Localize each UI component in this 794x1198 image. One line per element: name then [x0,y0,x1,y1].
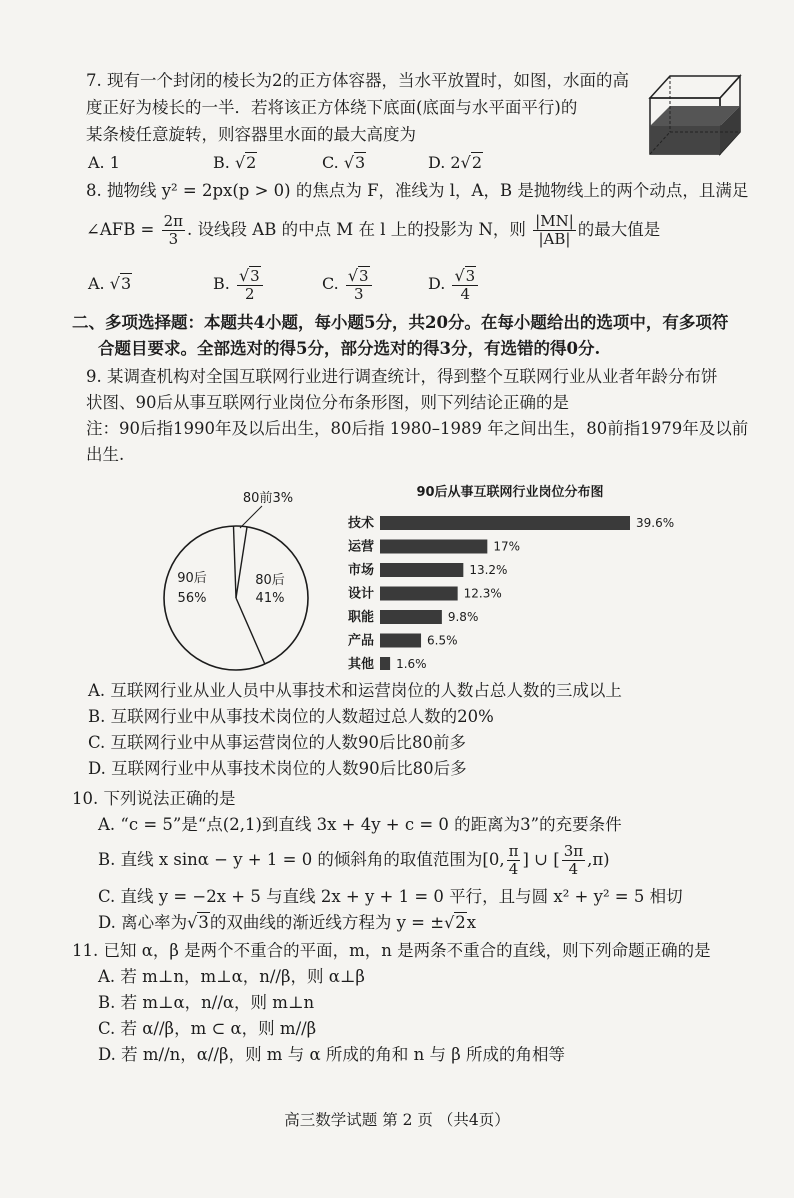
q11-option-d: D. 若 m//n，α//β，则 m 与 α 所成的角和 n 与 β 所成的角相等 [98,1045,565,1064]
q11-option-b: B. 若 m⊥α，n//α，则 m⊥n [98,993,315,1012]
q9-option-a: A. 互联网行业从业人员中从事技术和运营岗位的人数占总人数的三成以上 [88,681,622,700]
q9-option-c: C. 互联网行业中从事运营岗位的人数90后比80前多 [88,733,467,752]
bar-category-label: 设计 [347,586,374,602]
q7-line1: 7. 现有一个封闭的棱长为2的正方体容器，当水平放置时，如图，水面的高 [86,71,629,90]
bar-category-label: 其他 [347,657,374,670]
bar-chart-title: 90后从事互联网行业岗位分布图 [416,485,604,500]
sqrt-symbol: √3 [187,913,209,932]
q11-option-c: C. 若 α//β，m ⊂ α，则 m//β [98,1019,317,1038]
pie-value-80s: 41% [255,591,285,606]
sqrt-symbol: √3 [343,153,366,172]
pie-slice-boundary-80后 [236,527,247,598]
bar-value-label: 39.6% [636,516,675,530]
q7-option-b: B. √2 [213,153,257,172]
q7-option-a: A. 1 [88,153,120,172]
bar-其他 [380,657,390,670]
q11-line1: 11. 已知 α，β 是两个不重合的平面，m，n 是两条不重合的直线，则下列命题正确的是 [72,941,711,960]
q9-option-b: B. 互联网行业中从事技术岗位的人数超过总人数的20% [88,707,494,726]
q10-option-b: B. 直线 x sinα − y + 1 = 0 的倾斜角的取值范围为[0, $\frac{\pi}{4}$ ] ∪ [ $\frac{3\pi}{4}$ ,π) [98,842,610,878]
bar-value-label: 13.2% [469,563,508,577]
bar-category-label: 产品 [347,633,374,649]
q8-line1: 8. 抛物线 y² = 2px(p > 0) 的焦点为 F，准线为 l，A，B 是抛物线上的两个动点，且满足 [86,181,749,200]
bar-产品 [380,634,421,648]
q10-option-c: C. 直线 y = −2x + 5 与直线 2x + y + 1 = 0 平行，且与圆 x² + y² = 5 相切 [98,887,683,906]
q7-option-d: D. 2√2 [428,153,482,172]
bar-category-label: 运营 [347,539,374,555]
job-distribution-bar-chart [330,476,710,670]
q9-line3: 注：90后指1990年及以后出生，80后指 1980–1989 年之间出生，80前指1979年及以前 [86,419,749,438]
section2-header-line2: 合题目要求。全部选对的得5分，部分选对的得3分，有选错的得0分. [98,339,601,358]
q9-line1: 9. 某调查机构对全国互联网行业进行调查统计，得到整个互联网行业从业者年龄分布饼 [86,367,718,386]
q7-line3: 某条棱任意旋转，则容器里水面的最大高度为 [86,125,416,144]
q8-line2: ∠AFB = $\frac{2\pi}{3}$ . 设线段 AB 的中点 M 在 l 上的投影为 N，则 $\frac{|MN|}{|AB|}$ 的最大值是 [86,212,661,248]
pie-callout-line [240,506,262,528]
q9-option-d: D. 互联网行业中从事技术岗位的人数90后比80后多 [88,759,467,778]
bar-category-label: 市场 [347,563,374,578]
q8-option-d: D. $\frac{√3}{4}$ [428,262,480,306]
q10-option-a: A. “c = 5”是“点(2,1)到直线 3x + 4y + c = 0 的距离为3”的充要条件 [98,815,622,834]
sqrt-symbol: √2 [234,153,257,172]
q10-line1: 10. 下列说法正确的是 [72,789,236,808]
q7-option-c: C. √3 [322,153,366,172]
pie-slice-boundary-80前 [233,526,236,598]
pie-value-90s: 56% [177,591,207,606]
q8-option-c: C. $\frac{√3}{3}$ [322,262,374,306]
pie-slice-boundary-90后 [236,598,265,664]
pie-label-90s: 90后 [177,571,207,586]
bar-value-label: 12.3% [463,586,502,601]
ratio-fraction: $\frac{|MN|}{|AB|}$ [535,212,574,248]
bar-category-label: 职能 [347,610,374,625]
pie-label-80s: 80后 [255,573,285,588]
angle-fraction: $\frac{2\pi}{3}$ [163,212,184,248]
sqrt-symbol: √2 [460,153,482,172]
bar-value-label: 9.8% [447,610,479,624]
q9-line4: 出生. [86,445,125,464]
q10-option-d: D. 离心率为√3的双曲线的渐近线方程为 y = ±√2x [98,913,477,932]
page-footer: 高三数学试题 第 2 页 （共4页） [284,1111,510,1129]
q8-option-a: A. √3 [88,274,132,293]
bar-category-label: 技术 [347,516,374,531]
bar-技术 [380,516,630,530]
q8-option-b: B. $\frac{√3}{2}$ [213,262,265,306]
sqrt-symbol: √2 [444,913,466,932]
q7-line2: 度正好为棱长的一半．若将该正方体绕下底面(底面与水平面平行)的 [86,98,578,117]
bar-value-label: 1.6% [396,657,427,670]
bar-运营 [380,540,487,554]
pie-label-pre80: 80前3% [242,491,294,506]
bar-value-label: 17% [493,539,520,554]
bar-value-label: 6.5% [427,633,458,648]
section2-header-line1: 二、多项选择题：本题共4小题，每小题5分，共20分。在每小题给出的选项中，有多项符 [72,313,729,332]
bar-市场 [380,563,463,577]
bar-设计 [380,587,458,601]
cube-water-figure [648,70,744,156]
q9-line2: 状图、90后从事互联网行业岗位分布条形图，则下列结论正确的是 [86,393,569,412]
age-distribution-pie-chart [158,478,318,678]
q11-option-a: A. 若 m⊥n，m⊥α，n//β，则 α⊥β [98,967,365,986]
bar-职能 [380,610,442,624]
